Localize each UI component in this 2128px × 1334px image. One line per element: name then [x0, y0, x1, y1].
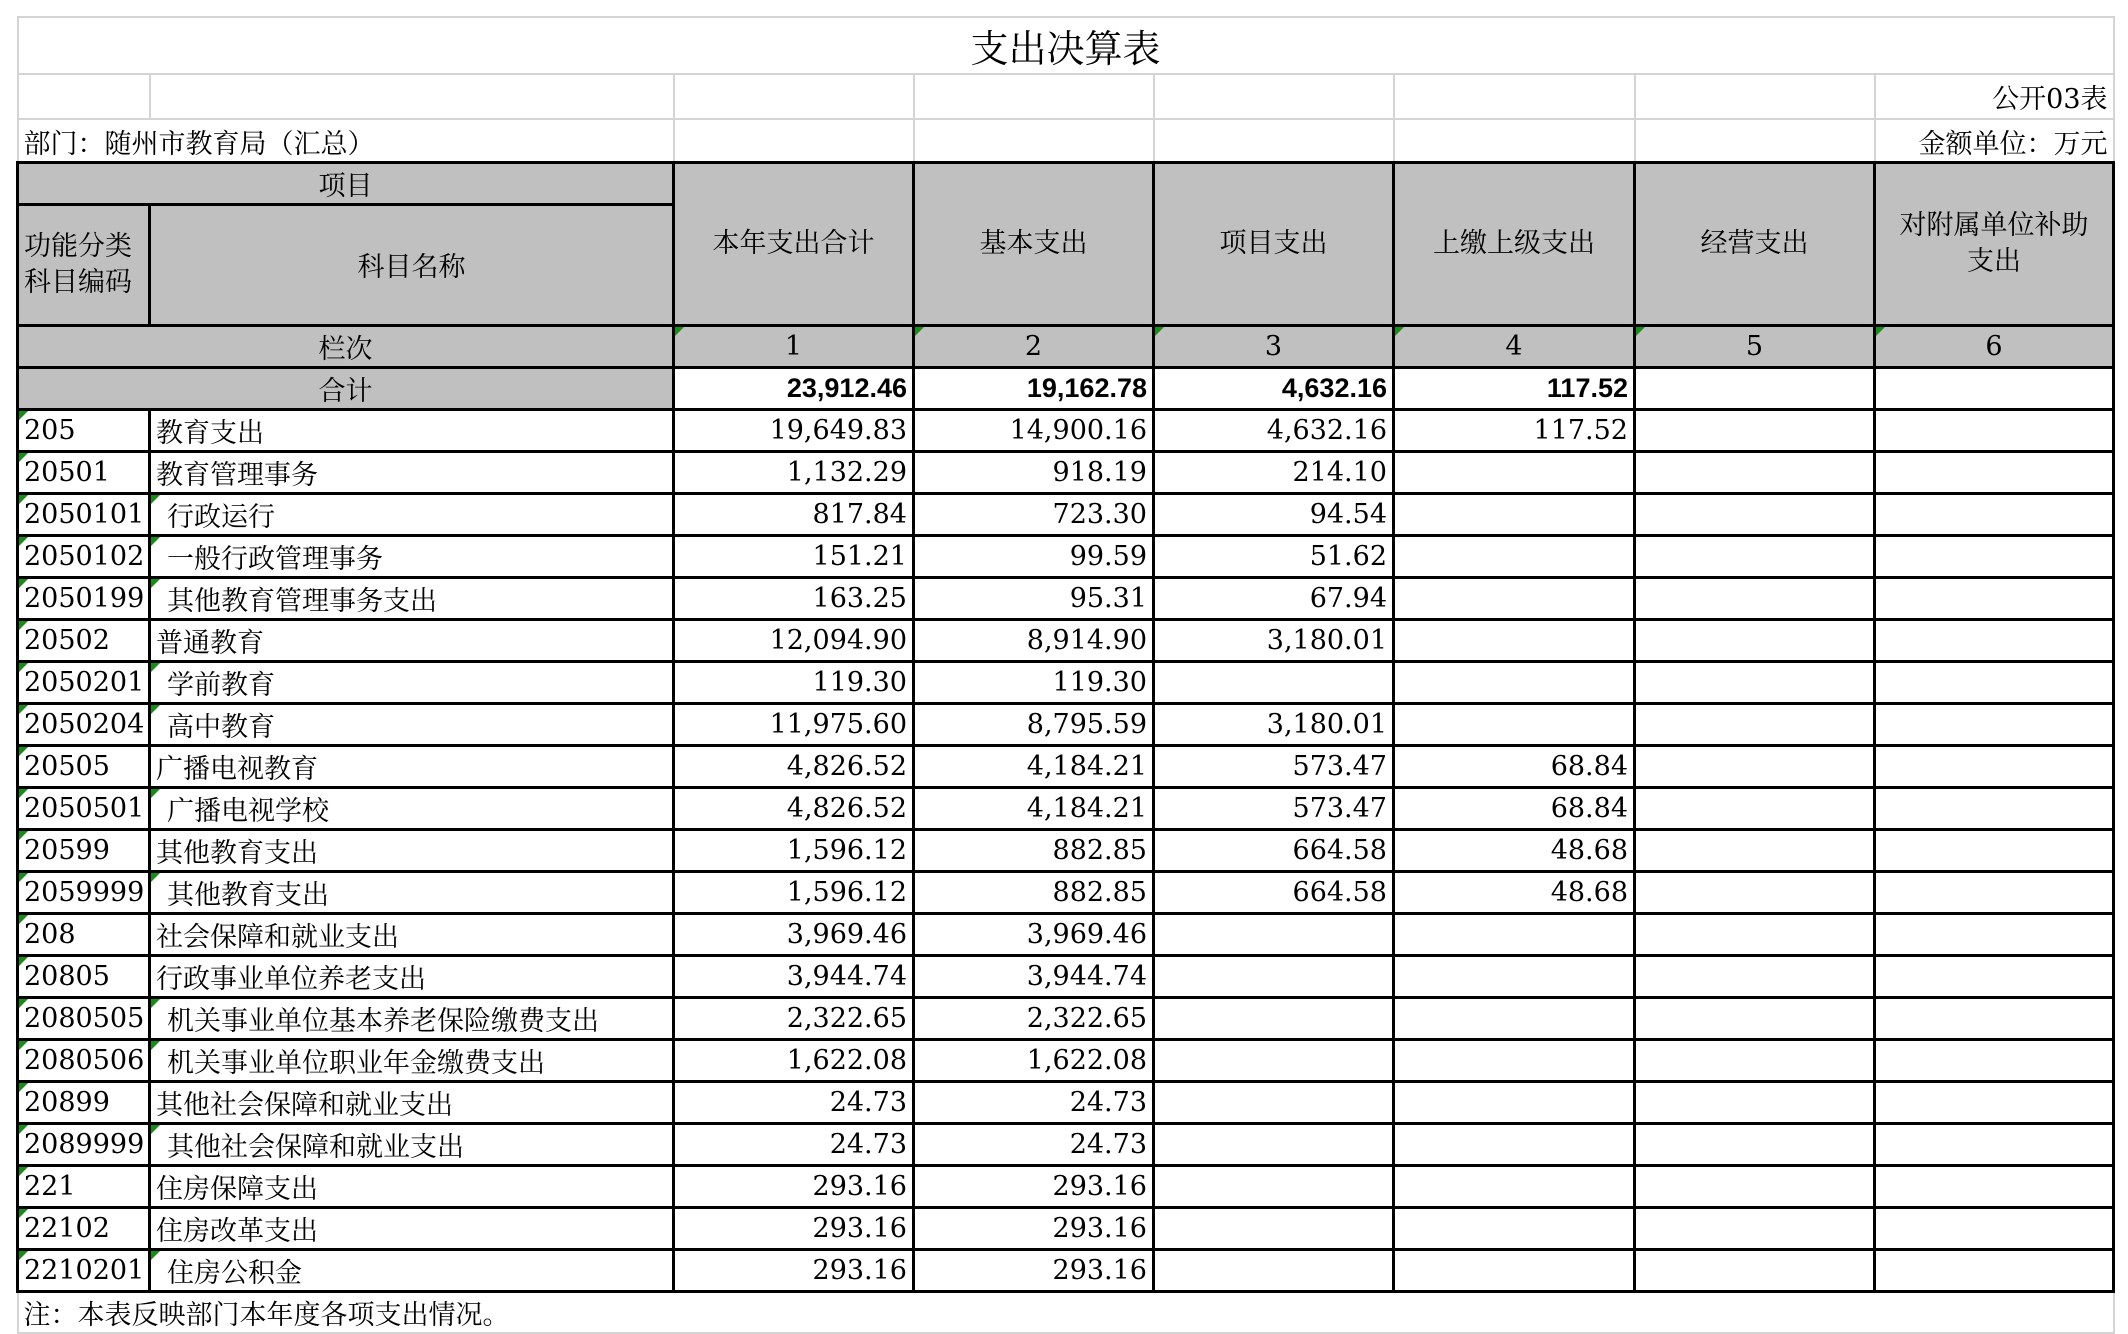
row-value: 573.47	[1154, 745, 1394, 787]
row-name: 其他社会保障和就业支出	[150, 1081, 674, 1123]
row-value: 3,969.46	[914, 913, 1154, 955]
row-value	[1635, 787, 1875, 829]
row-value	[1635, 535, 1875, 577]
header-col-6: 对附属单位补助支出	[1875, 162, 2114, 325]
row-value: 2,322.65	[914, 997, 1154, 1039]
unit-label: 金额单位：万元	[1875, 119, 2114, 162]
row-name: 住房改革支出	[150, 1207, 674, 1249]
row-value	[1635, 913, 1875, 955]
row-name: 教育管理事务	[150, 451, 674, 493]
row-name: 社会保障和就业支出	[150, 913, 674, 955]
row-value: 24.73	[674, 1123, 914, 1165]
table-row	[18, 1123, 2114, 1165]
row-code: 221	[18, 1165, 150, 1207]
row-value	[1154, 1081, 1394, 1123]
table-row	[18, 913, 2114, 955]
row-code: 22102	[18, 1207, 150, 1249]
row-value	[1635, 829, 1875, 871]
row-value: 8,914.90	[914, 619, 1154, 661]
row-value: 882.85	[914, 871, 1154, 913]
row-value	[1394, 1249, 1635, 1291]
row-name: 普通教育	[150, 619, 674, 661]
total-row	[18, 367, 2114, 409]
row-name: 行政运行	[150, 493, 674, 535]
row-value	[1154, 1249, 1394, 1291]
row-value: 882.85	[914, 829, 1154, 871]
total-value: 19,162.78	[914, 367, 1154, 409]
row-value	[1635, 577, 1875, 619]
row-value	[1875, 871, 2114, 913]
row-value	[1875, 1039, 2114, 1081]
row-no: 2	[914, 325, 1154, 367]
row-code: 20899	[18, 1081, 150, 1123]
row-value: 119.30	[914, 661, 1154, 703]
row-value: 1,622.08	[674, 1039, 914, 1081]
row-name: 其他社会保障和就业支出	[150, 1123, 674, 1165]
header-col-3: 项目支出	[1154, 162, 1394, 325]
row-value: 664.58	[1154, 871, 1394, 913]
row-value: 94.54	[1154, 493, 1394, 535]
row-code: 20502	[18, 619, 150, 661]
row-value	[1635, 745, 1875, 787]
footnote: 注：本表反映部门本年度各项支出情况。	[18, 1291, 2114, 1333]
row-value	[1635, 409, 1875, 451]
row-value: 3,944.74	[674, 955, 914, 997]
total-value	[1875, 367, 2114, 409]
row-value: 48.68	[1394, 871, 1635, 913]
row-name: 住房保障支出	[150, 1165, 674, 1207]
header-col-4: 上缴上级支出	[1394, 162, 1635, 325]
row-value: 3,969.46	[674, 913, 914, 955]
row-name: 教育支出	[150, 409, 674, 451]
row-name: 行政事业单位养老支出	[150, 955, 674, 997]
row-value: 918.19	[914, 451, 1154, 493]
table-row	[18, 619, 2114, 661]
row-value	[1875, 577, 2114, 619]
table-row	[18, 829, 2114, 871]
row-value	[1875, 535, 2114, 577]
row-no: 4	[1394, 325, 1635, 367]
row-no: 5	[1635, 325, 1875, 367]
row-value: 95.31	[914, 577, 1154, 619]
row-value: 293.16	[674, 1207, 914, 1249]
table-row	[18, 409, 2114, 451]
table-row	[18, 1039, 2114, 1081]
row-value: 293.16	[674, 1249, 914, 1291]
row-name: 一般行政管理事务	[150, 535, 674, 577]
row-value: 51.62	[1154, 535, 1394, 577]
row-code: 2080506	[18, 1039, 150, 1081]
row-value: 293.16	[674, 1165, 914, 1207]
row-no: 3	[1154, 325, 1394, 367]
row-code: 20501	[18, 451, 150, 493]
row-value: 12,094.90	[674, 619, 914, 661]
table-row	[18, 577, 2114, 619]
row-value: 99.59	[914, 535, 1154, 577]
row-value: 11,975.60	[674, 703, 914, 745]
row-value	[1154, 1165, 1394, 1207]
row-value	[1394, 577, 1635, 619]
table-row	[18, 451, 2114, 493]
row-value	[1154, 1039, 1394, 1081]
row-value: 4,184.21	[914, 787, 1154, 829]
row-value: 3,944.74	[914, 955, 1154, 997]
row-value	[1394, 535, 1635, 577]
row-value: 24.73	[914, 1123, 1154, 1165]
row-value: 4,632.16	[1154, 409, 1394, 451]
row-value: 67.94	[1154, 577, 1394, 619]
row-code: 2050101	[18, 493, 150, 535]
department-label: 部门：随州市教育局（汇总）	[18, 119, 674, 162]
row-value: 1,596.12	[674, 871, 914, 913]
row-value: 293.16	[914, 1207, 1154, 1249]
row-name: 其他教育管理事务支出	[150, 577, 674, 619]
table-row	[18, 745, 2114, 787]
page-title: 支出决算表	[18, 17, 2114, 74]
row-value: 4,184.21	[914, 745, 1154, 787]
row-code: 2210201	[18, 1249, 150, 1291]
row-value: 2,322.65	[674, 997, 914, 1039]
row-value: 14,900.16	[914, 409, 1154, 451]
row-value: 48.68	[1394, 829, 1635, 871]
expenditure-table	[16, 16, 2115, 1334]
row-value	[1635, 1165, 1875, 1207]
row-value	[1635, 871, 1875, 913]
row-value: 1,622.08	[914, 1039, 1154, 1081]
row-value: 4,826.52	[674, 787, 914, 829]
row-value	[1875, 451, 2114, 493]
row-value: 19,649.83	[674, 409, 914, 451]
row-code: 205	[18, 409, 150, 451]
row-value	[1635, 703, 1875, 745]
row-value	[1394, 1039, 1635, 1081]
row-value: 3,180.01	[1154, 703, 1394, 745]
row-value	[1635, 1123, 1875, 1165]
row-value: 4,826.52	[674, 745, 914, 787]
table-row	[18, 703, 2114, 745]
row-value	[1875, 619, 2114, 661]
header-col-1: 本年支出合计	[674, 162, 914, 325]
row-value	[1394, 1123, 1635, 1165]
row-value	[1635, 1249, 1875, 1291]
row-value: 8,795.59	[914, 703, 1154, 745]
row-code: 2050199	[18, 577, 150, 619]
header-col-2: 基本支出	[914, 162, 1154, 325]
header-item: 项目	[18, 162, 674, 204]
total-value: 4,632.16	[1154, 367, 1394, 409]
row-value: 293.16	[914, 1249, 1154, 1291]
total-value	[1635, 367, 1875, 409]
table-row	[18, 1249, 2114, 1291]
row-value	[1875, 409, 2114, 451]
total-value: 117.52	[1394, 367, 1635, 409]
row-value	[1635, 451, 1875, 493]
row-value	[1635, 955, 1875, 997]
row-value	[1154, 913, 1394, 955]
total-label: 合计	[18, 367, 674, 409]
row-code: 208	[18, 913, 150, 955]
row-name: 学前教育	[150, 661, 674, 703]
row-code: 2050501	[18, 787, 150, 829]
table-row	[18, 955, 2114, 997]
row-value	[1875, 829, 2114, 871]
row-code: 2050102	[18, 535, 150, 577]
row-code: 2080505	[18, 997, 150, 1039]
row-value	[1635, 661, 1875, 703]
row-value: 68.84	[1394, 787, 1635, 829]
row-name: 机关事业单位职业年金缴费支出	[150, 1039, 674, 1081]
row-value	[1635, 1207, 1875, 1249]
row-value	[1875, 745, 2114, 787]
row-code: 2050204	[18, 703, 150, 745]
row-value	[1154, 955, 1394, 997]
table-row	[18, 997, 2114, 1039]
row-value: 214.10	[1154, 451, 1394, 493]
row-value: 117.52	[1394, 409, 1635, 451]
row-value: 24.73	[674, 1081, 914, 1123]
row-value: 1,596.12	[674, 829, 914, 871]
row-name: 其他教育支出	[150, 829, 674, 871]
row-value: 119.30	[674, 661, 914, 703]
row-name: 住房公积金	[150, 1249, 674, 1291]
table-row	[18, 535, 2114, 577]
table-row	[18, 493, 2114, 535]
row-value	[1394, 703, 1635, 745]
header-name: 科目名称	[150, 204, 674, 325]
row-name: 机关事业单位基本养老保险缴费支出	[150, 997, 674, 1039]
row-value	[1394, 913, 1635, 955]
row-value	[1875, 493, 2114, 535]
row-name: 广播电视教育	[150, 745, 674, 787]
row-value	[1875, 787, 2114, 829]
row-value	[1635, 619, 1875, 661]
row-value: 573.47	[1154, 787, 1394, 829]
row-value	[1394, 955, 1635, 997]
row-value: 1,132.29	[674, 451, 914, 493]
table-row	[18, 1081, 2114, 1123]
row-value	[1635, 1039, 1875, 1081]
row-value	[1154, 997, 1394, 1039]
row-code: 20599	[18, 829, 150, 871]
row-value	[1394, 661, 1635, 703]
row-value	[1394, 1207, 1635, 1249]
row-code: 2059999	[18, 871, 150, 913]
empty-cell	[18, 74, 150, 119]
row-value	[1875, 1081, 2114, 1123]
row-value	[1635, 1081, 1875, 1123]
row-code: 2089999	[18, 1123, 150, 1165]
row-name: 其他教育支出	[150, 871, 674, 913]
row-value: 293.16	[914, 1165, 1154, 1207]
row-value	[1875, 1165, 2114, 1207]
row-name: 广播电视学校	[150, 787, 674, 829]
row-value	[1875, 703, 2114, 745]
row-name: 高中教育	[150, 703, 674, 745]
row-value: 24.73	[914, 1081, 1154, 1123]
row-value	[1394, 451, 1635, 493]
header-col-5: 经营支出	[1635, 162, 1875, 325]
row-value	[1875, 1207, 2114, 1249]
row-value: 163.25	[674, 577, 914, 619]
row-value	[1875, 913, 2114, 955]
row-value	[1875, 1123, 2114, 1165]
row-value: 68.84	[1394, 745, 1635, 787]
row-value	[1154, 661, 1394, 703]
row-code: 2050201	[18, 661, 150, 703]
row-value	[1394, 997, 1635, 1039]
table-row	[18, 871, 2114, 913]
row-value: 817.84	[674, 493, 914, 535]
row-value: 664.58	[1154, 829, 1394, 871]
row-value	[1154, 1123, 1394, 1165]
row-value: 3,180.01	[1154, 619, 1394, 661]
row-value: 151.21	[674, 535, 914, 577]
row-value	[1635, 997, 1875, 1039]
table-row	[18, 787, 2114, 829]
row-value	[1875, 661, 2114, 703]
row-value	[1875, 997, 2114, 1039]
row-value: 723.30	[914, 493, 1154, 535]
row-value	[1394, 1081, 1635, 1123]
row-value	[1394, 493, 1635, 535]
row-code: 20805	[18, 955, 150, 997]
row-value	[1394, 1165, 1635, 1207]
table-row	[18, 1207, 2114, 1249]
table-row	[18, 1165, 2114, 1207]
form-number: 公开03表	[1875, 74, 2114, 119]
row-code: 20505	[18, 745, 150, 787]
total-value: 23,912.46	[674, 367, 914, 409]
row-value	[1875, 1249, 2114, 1291]
row-value	[1154, 1207, 1394, 1249]
row-value	[1394, 619, 1635, 661]
row-value	[1635, 493, 1875, 535]
row-value	[1875, 955, 2114, 997]
row-no: 1	[674, 325, 914, 367]
row-no: 6	[1875, 325, 2114, 367]
table-row	[18, 661, 2114, 703]
row-no-label: 栏次	[18, 325, 674, 367]
header-code: 功能分类科目编码	[18, 204, 150, 325]
